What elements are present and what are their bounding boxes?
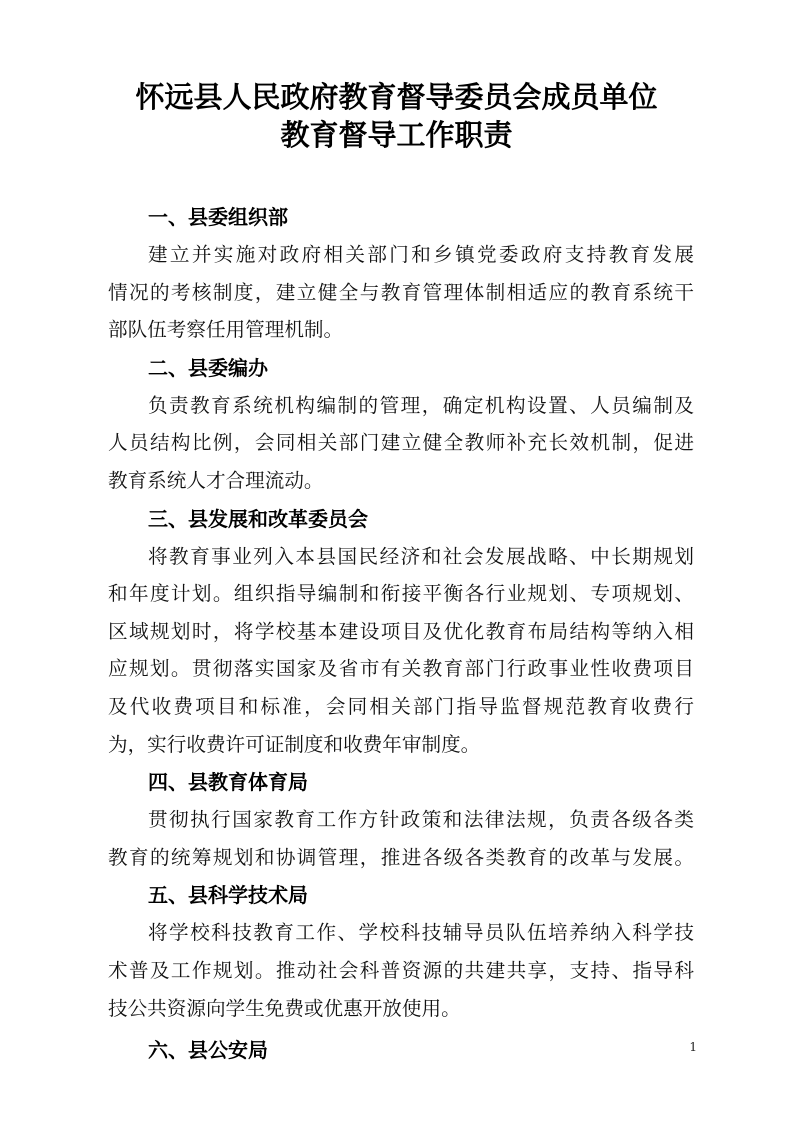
section-paragraph (108, 914, 694, 1027)
section-heading: 五、县科学技术局 (148, 883, 308, 908)
section-development-reform (108, 500, 694, 764)
paragraph-line: 教育系统人才合理流动。 (108, 468, 324, 492)
section-paragraph (108, 387, 694, 500)
paragraph-line: 部队伍考察任用管理机制。 (108, 318, 344, 342)
paragraph-line: 将教育事业列入本县国民经济和社会发展战略、中长期规划 (148, 544, 694, 568)
section-education-sports (108, 763, 694, 876)
paragraph-line: 情况的考核制度，建立健全与教育管理体制相适应的教育系统干 (108, 280, 694, 304)
paragraph-line: 教育的统筹规划和协调管理，推进各级各类教育的改革与发展。 (108, 845, 694, 869)
section-paragraph (108, 538, 694, 764)
document-body (108, 198, 694, 1069)
section-heading: 六、县公安局 (148, 1038, 268, 1063)
paragraph-line: 应规划。贯彻落实国家及省市有关教育部门行政事业性收费项目 (108, 657, 694, 681)
title-line-2: 教育督导工作职责 (280, 118, 513, 152)
section-science-technology (108, 876, 694, 1027)
paragraph-line: 及代收费项目和标准，会同相关部门指导监督规范教育收费行 (108, 694, 694, 718)
paragraph-line: 贯彻执行国家教育工作方针政策和法律法规，负责各级各类 (148, 808, 694, 832)
paragraph-line: 和年度计划。组织指导编制和衔接平衡各行业规划、专项规划、 (108, 582, 694, 606)
paragraph-line: 人员结构比例，会同相关部门建立健全教师补充长效机制，促进 (108, 431, 694, 455)
paragraph-line: 负责教育系统机构编制的管理，确定机构设置、人员编制及 (148, 393, 694, 417)
section-public-security (108, 1031, 694, 1069)
section-paragraph (108, 236, 694, 349)
paragraph-line: 建立并实施对政府相关部门和乡镇党委政府支持教育发展 (148, 243, 694, 266)
section-staffing-office (108, 349, 694, 500)
section-heading: 三、县发展和改革委员会 (148, 506, 368, 531)
section-heading: 四、县教育体育局 (148, 770, 308, 795)
paragraph-line: 将学校科技教育工作、学校科技辅导员队伍培养纳入科学技 (148, 921, 694, 945)
paragraph-line: 技公共资源向学生免费或优惠开放使用。 (108, 996, 461, 1020)
section-paragraph (108, 801, 694, 876)
paragraph-line: 术普及工作规划。推动社会科普资源的共建共享，支持、指导科 (108, 958, 694, 982)
page-number: 1 (689, 1040, 697, 1054)
paragraph-line: 区域规划时，将学校基本建设项目及优化教育布局结构等纳入相 (108, 619, 694, 643)
section-organization-dept (108, 198, 694, 349)
paragraph-line: 为，实行收费许可证制度和收费年审制度。 (108, 732, 481, 756)
section-heading: 二、县委编办 (148, 355, 268, 380)
title-line-1: 怀远县人民政府教育督导委员会成员单位 (135, 80, 658, 114)
section-heading: 一、县委组织部 (148, 205, 288, 229)
document-title (0, 78, 793, 154)
